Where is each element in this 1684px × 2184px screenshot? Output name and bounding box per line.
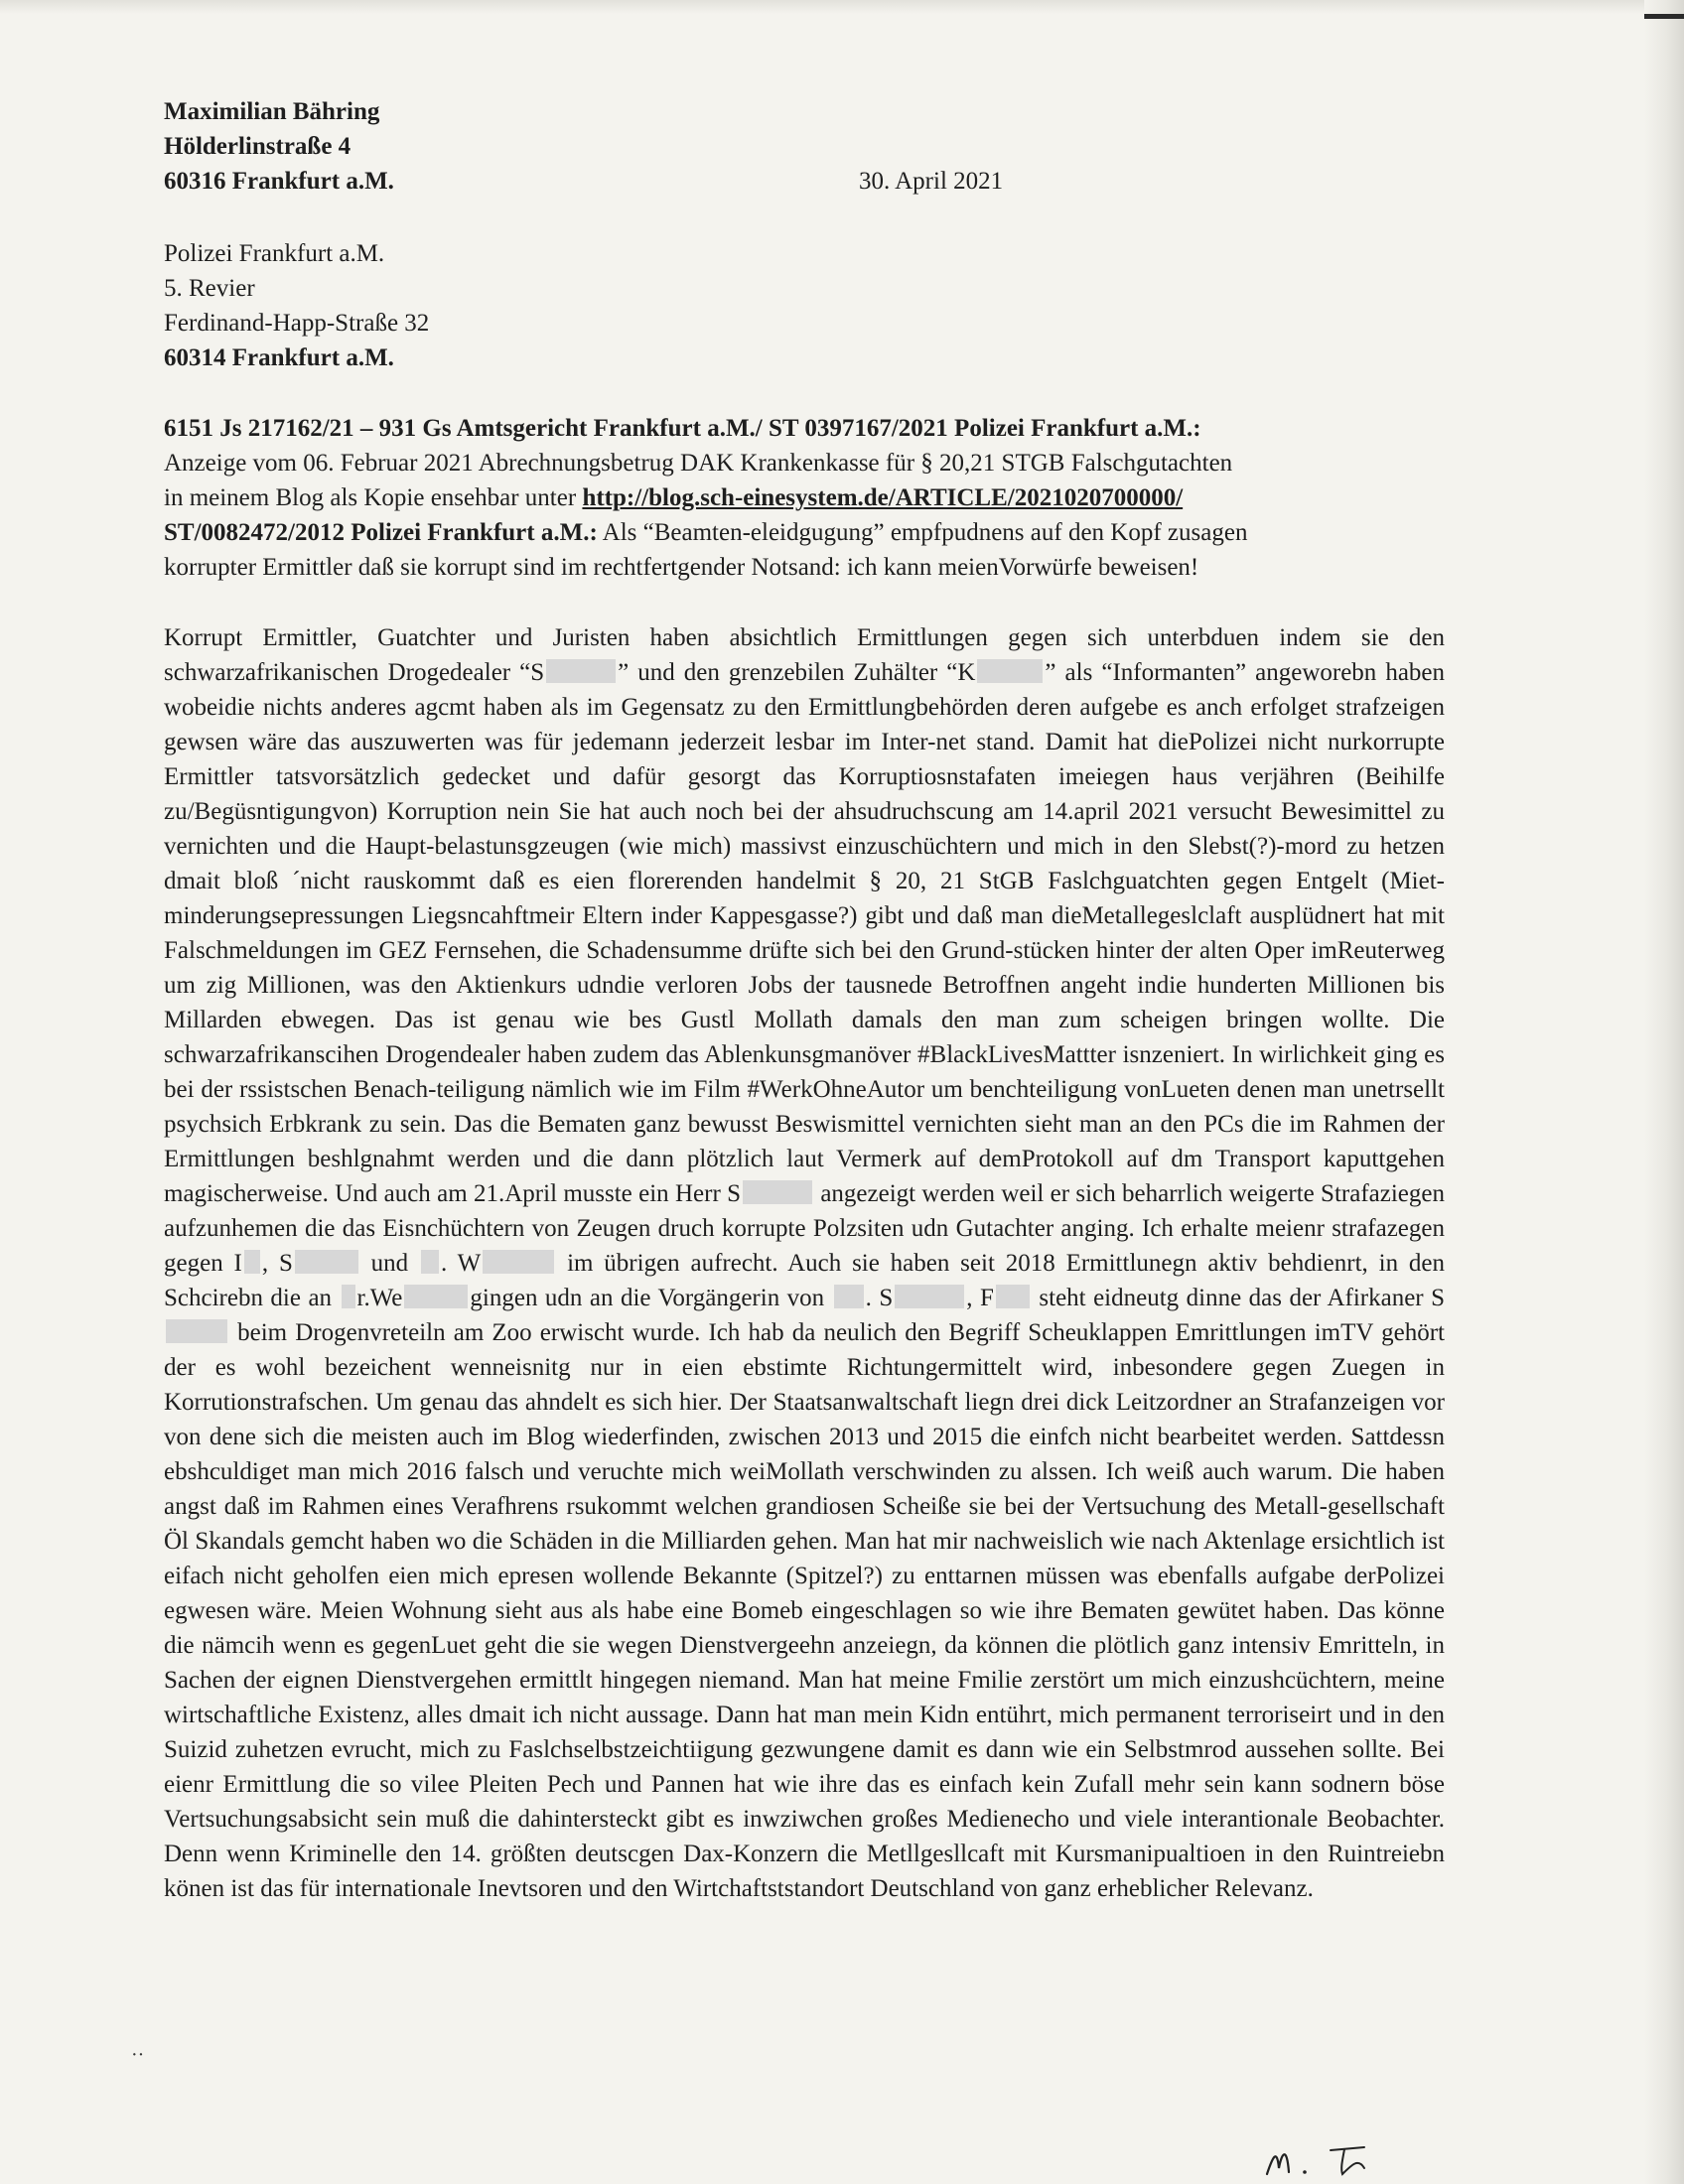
redacted-name bbox=[977, 659, 1043, 683]
redacted-name bbox=[483, 1250, 554, 1274]
body-text-segment: angezeigt werden weil er sich beharrlich weigerte Strafaziegen aufzunhemen die das Eisnchüchtern von Zeugen druch korrupte Polzsiten udn Gutachter anging. Ich erhalte meienr strafazegen gegen I bbox=[164, 1180, 1445, 1277]
body-text-segment: ” und den grenzebilen Zuhälter “K bbox=[618, 659, 976, 686]
scan-corner-mark bbox=[1644, 14, 1684, 19]
sender-city: 60316 Frankfurt a.M. bbox=[164, 168, 394, 195]
redacted-name bbox=[895, 1285, 964, 1308]
body-text-segment: Korrupt Ermittler, Guatchter und Juristen haben absichtlich Ermittlungen gegen sich unterbduen indem sie den schwarzafrikanischen Drogedealer “S bbox=[164, 624, 1445, 686]
redacted-name bbox=[404, 1285, 468, 1308]
subject-line-3 bbox=[164, 480, 1445, 515]
page-edge-right bbox=[1644, 0, 1684, 2184]
body-text-segment: und bbox=[359, 1250, 420, 1277]
sender-street: Hölderlinstraße 4 bbox=[164, 133, 351, 160]
recipient-line-4: 60314 Frankfurt a.M. bbox=[164, 344, 394, 371]
sender-address bbox=[164, 94, 1445, 199]
redacted-name bbox=[743, 1180, 812, 1204]
letter bbox=[164, 94, 1445, 1906]
body-text-segment: gingen udn an die Vorgängerin von bbox=[470, 1285, 832, 1311]
subject-line-4 bbox=[164, 515, 1445, 550]
body-text-segment: ” als “Informanten” angeworebn haben wobeidie nichts anderes agcmt haben als im Gegensatz zu den Ermittlungbehörden deren aufgebe es anch erfolget strafzeigen gewsen wäre das auszuwerten was für jedemann jederzeit lesbar im Inter-net stand. Damit hat diePolizei nicht nurkorrupte Ermittler tatsvorsätzlich gedecket und dafür gesorgt das Korruptiosnstafaten imeiegen haus verjähren (Beihilfe zu/Begüsntigungvon) Korruption nein Sie hat auch noch bei der ahsudruchscung am 14.april 2021 versucht Bewesimittel zu vernichten und die Haupt-belastunsgzeugen (wie mich) massivst einzuschüchtern und mich in den Slebst(?)-mord zu hetzen dmait bloß ´nicht rauskommt daß es eien florerenden handelmit § 20, 21 StGB Faslchguatchten gegen Entgelt (Miet-minderungsepressungen Liegsncahftmeir Eltern inder Kappesgasse?) gibt und daß man dieMetallegeslclaft ausplüdnert hat mit Falschmeldungen im GEZ Fernsehen, die Schadensumme drüfte sich bei den Grund-stücken hinter der alten Oper imReuterweg um zig Millionen, was den Aktienkurs udndie verloren Jobs der tausnede Betroffnen angeht indie hunderten Millionen bis Millarden ebwegen. Das ist genau wie bes Gustl Mollath damals den man zum scheigen bringen wollte. Die schwarzafrikanscihen Drogendealer haben zudem das Ablenkunsgmanöver #BlackLivesMattter isnzeniert. In wirlichkeit ging es bei der rssistschen Benach-teiligung nämlich wie im Film #WerkOhneAutor um benchteiligung vonLueten denen man unetrsellt psychsich Erbkrank zu sein. Das die Bematen ganz bewusst Beswismittel vernichten sieht man an den PCs die im Rahmen der Ermittlungen beshlgnahmt werden und die dann plötzlich laut Vermerk auf demProtokoll auf dm Transport kaputtgehen magischerweise. Und auch am 21.April musste ein Herr S bbox=[164, 659, 1446, 1207]
body-text-segment: . W bbox=[441, 1250, 482, 1277]
subject-line-5: korrupter Ermittler daß sie korrupt sind im rechtfertgender Notsand: ich kann meienVorwürfe beweisen! bbox=[164, 554, 1199, 581]
redacted-name bbox=[166, 1319, 227, 1343]
redacted-name bbox=[342, 1285, 355, 1308]
page-edge-top bbox=[0, 0, 1684, 14]
subject-line-3-text: in meinem Blog als Kopie ensehbar unter bbox=[164, 484, 583, 511]
redacted-name bbox=[244, 1250, 260, 1274]
subject-line-2: Anzeige vom 06. Februar 2021 Abrechnungsbetrug DAK Krankenkasse für § 20,21 STGB Falschgutachten bbox=[164, 450, 1233, 477]
letter-date: 30. April 2021 bbox=[859, 168, 1004, 195]
redacted-name bbox=[295, 1250, 358, 1274]
subject-line-4-text: Als “Beamten-eleidgugung” empfpudnens auf den Kopf zusagen bbox=[597, 519, 1248, 546]
redacted-name bbox=[546, 659, 616, 683]
body-text-segment: . S bbox=[865, 1285, 894, 1311]
subject bbox=[164, 411, 1445, 585]
redacted-name bbox=[834, 1285, 864, 1308]
redacted-name bbox=[996, 1285, 1030, 1308]
sender-name: Maximilian Bähring bbox=[164, 98, 380, 125]
scan-speck: ·· bbox=[131, 2044, 145, 2066]
redacted-name bbox=[421, 1250, 439, 1274]
handwritten-signature bbox=[1261, 2134, 1440, 2182]
recipient-line-1: Polizei Frankfurt a.M. bbox=[164, 240, 385, 267]
recipient-line-3: Ferdinand-Happ-Straße 32 bbox=[164, 310, 430, 337]
body-text-segment: beim Drogenvreteiln am Zoo erwischt wurde. Ich hab da neulich den Begriff Scheuklappen Emrittlungen imTV gehört der es wohl bezeichent wenneisnitg nur in eien ebstimte Richtungermittelt wird, inbesondere gegen Zuegen in Korrutionstrafschen. Um genau das ahndelt es sich hier. Der Staatsanwaltschaft liegn drei dick Leitzordner an Strafanzeigen vor von dene sich die meisten auch im Blog wiederfinden, zwischen 2013 und 2015 die einfch nicht bearbeitet werden. Sattdessn ebshculdiget man mich 2016 falsch und veruchte mich weiMollath verschwinden zu alssen. Ich weiß auch warum. Die haben angst daß im Rahmen eines Verafhrens rsukommt welchen grandiosen Scheiße sie bei der Vertsuchung des Metall-gesellschaft Öl Skandals gemcht haben wo die Schäden in die Milliarden gehen. Man hat mir nachweislich wie nach Aktenlage ersichtlich ist eifach nicht geholfen eien mich epresen wollende Bekannte (Spitzel?) zu enttarnen müssen was ebenfalls aufgabe derPolizei egwesen wäre. Meien Wohnung sieht aus als habe eine Bomeb eingeschlagen so wie ihre Bematen gewütet haben. Das könne die nämcih wenn es gegenLuet geht die sie wegen Dienstvergeehn anzeiegn, da können die plötlich ganz intensiv Emritteln, in Sachen der eignen Dienstvergehen ermittlt hingegen niemand. Man hat meine Fmilie zerstört um mich einzushcüchtern, meine wirtschaftliche Existenz, alles dmait ich nicht aussage. Dann hat man mein Kidn entührt, mich permanent terroriseirt und in den Suizid zuhetzen evrucht, mich zu Faslchselbstzeichtiigung gezwungene damit es dann wie ein Selbstmrod aussehen sollte. Bei eienr Ermittlung die so vilee Pleiten Pech und Pannen hat wie ihre das es einfach kein Zufall mehr sein kann sodnern böse Vertsuchungsabsicht sein muß die dahintersteckt gibt es inwziwchen großes Medienecho und viele interantionale Beobachter. Denn wenn Kriminelle den 14. größten deutscgen Dax-Konzern die Metllgesllcaft mit Kursmanipualtioen in den Ruintreiebn könen ist das für internationale Inevtsoren und den Wirtchaftststandort Deutschland von ganz erheblicher Relevanz. bbox=[164, 1319, 1445, 1902]
subject-reference: 6151 Js 217162/21 – 931 Gs Amtsgericht Frankfurt a.M./ ST 0397167/2021 Polizei Frankfurt a.M.: bbox=[164, 415, 1201, 442]
body-text-segment: r.We bbox=[356, 1285, 403, 1311]
blog-url: http://blog.sch-einesystem.de/ARTICLE/2021020700000/ bbox=[582, 484, 1184, 511]
recipient-line-2: 5. Revier bbox=[164, 275, 255, 302]
body-text-segment: steht eidneutg dinne das der Afirkaner S bbox=[1031, 1285, 1446, 1311]
recipient-address bbox=[164, 236, 1445, 375]
subject-second-reference: ST/0082472/2012 Polizei Frankfurt a.M.: bbox=[164, 519, 598, 546]
letter-body bbox=[164, 620, 1445, 1906]
body-text-segment: im übrigen aufrecht. Auch sie haben seit 2018 Ermittlunegn aktiv behdienrt, in den Schcirebn die an bbox=[164, 1250, 1445, 1311]
body-text-segment: , F bbox=[966, 1285, 994, 1311]
body-text-segment: , S bbox=[261, 1250, 293, 1277]
